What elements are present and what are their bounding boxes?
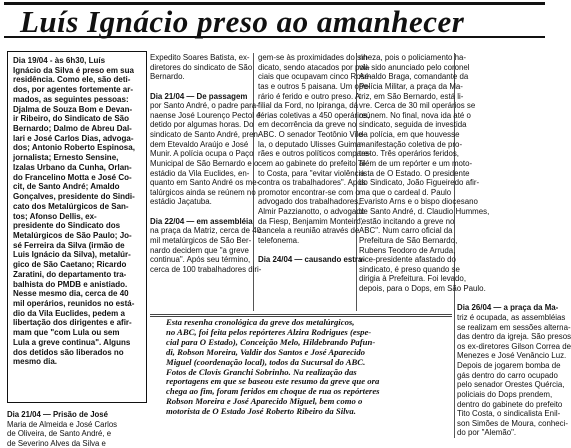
text-line: os ex-diretores Gilson Correa de <box>457 341 571 351</box>
text-line <box>457 188 548 198</box>
text-line <box>457 72 548 82</box>
text-line <box>457 217 548 227</box>
text-line <box>457 207 548 217</box>
text-line <box>457 82 548 92</box>
text-line <box>457 120 548 130</box>
text-line: Prefeitura de São Bernardo, <box>359 235 458 245</box>
text-line: detido por algumas horas. Do <box>150 120 254 130</box>
text-line <box>258 246 357 256</box>
text-line: dos detidos são liberados no <box>13 347 124 357</box>
text-line: libertação dos dirigentes e afir- <box>13 318 132 328</box>
text-line <box>457 178 548 188</box>
text-line: ir Ribeiro, do Sindicato de São <box>13 114 130 124</box>
text-line: das dentro da igreja. São presos <box>457 332 571 342</box>
text-line: Maria de Almeida e José Carlos <box>7 419 118 429</box>
text-line: Almir Pazzianotto, o advogado <box>258 207 366 216</box>
text-line <box>457 140 548 150</box>
text-line: Miguel (coordenação local), todos da Sucursal do ABC. <box>166 356 366 367</box>
text-line: filial da Ford, no Ipiranga, dá <box>258 101 359 111</box>
text-line: rário é ferido e outro preso. A <box>258 91 361 101</box>
text-line: Dia 19/04 - às 6h30, Luís <box>13 56 106 65</box>
text-line <box>457 63 548 73</box>
text-line <box>150 207 250 217</box>
text-line <box>457 284 548 294</box>
text-line <box>457 169 548 179</box>
text-line: Bernardo. <box>150 72 185 82</box>
text-line: Fotos de Clovis Granchi Sobrinho. Na realização das <box>166 366 357 377</box>
text-line <box>457 159 548 169</box>
text-line: Ignácio da Silva é preso em sua <box>13 65 134 75</box>
text-line: cato dos Metalúrgicos de San- <box>13 201 129 211</box>
text-line: continua". Após seu término, <box>150 255 251 265</box>
text-line: nardo decidem que "a greve <box>150 245 249 255</box>
text-line: Zaratini, do departamento tra- <box>13 269 127 279</box>
text-line: cerca de 100 trabalhadores diri- <box>150 264 262 274</box>
text-line <box>457 149 548 159</box>
text-line: triz, em São Bernardo, está li- <box>359 91 464 101</box>
text-line: via sido anunciado pelo coronel <box>359 62 470 72</box>
column-2 <box>150 53 262 313</box>
text-line: quanto em Santo André os me- <box>150 178 260 188</box>
text-line: Expedito Soares Batista, ex- <box>150 53 250 62</box>
text-line: to Costa, para "evitar violência <box>258 168 365 178</box>
text-line: dicato, sendo atacados por poli- <box>258 62 370 72</box>
text-line: de Oliveira, de Santo André, e <box>7 429 112 439</box>
headline: Luís Ignácio preso ao amanhecer <box>20 4 465 39</box>
text-line: Metalúrgicos de São Paulo; Jo- <box>13 230 132 240</box>
text-line: nheza, pois o policiamento ha- <box>359 53 467 62</box>
text-line: Tito Costa, o sindicalista Enil- <box>457 409 561 419</box>
text-line: tas e outros 5 paisana. Um ope- <box>258 81 371 91</box>
text-line <box>457 92 548 102</box>
text-line: dos, por agentes fortemente ar- <box>13 85 134 95</box>
column-4 <box>359 53 490 315</box>
text-line: mam que "com Lula ou sem <box>13 328 120 338</box>
text-line: Lula a greve continua". Alguns <box>13 337 131 347</box>
text-line: na praça da Matriz, cerca de 40 <box>150 226 261 236</box>
text-line <box>457 274 548 284</box>
text-line: gico de São Caetano; Ricardo <box>13 260 127 270</box>
text-line: em decorrência da greve no <box>258 120 357 130</box>
text-line: férias coletivas a 450 operários, <box>258 110 370 120</box>
text-line: Djalma de Souza Bom e Devan- <box>13 104 133 114</box>
text-line: Arnaldo Braga, comandante da <box>359 72 469 82</box>
text-line: testo. Três operários feridos, <box>359 149 459 159</box>
headline-banner <box>4 2 545 38</box>
text-line: jornalista; Ernesto Sensine, <box>13 153 119 163</box>
text-line: telefonema. <box>258 235 300 245</box>
text-line: dirigia à Prefeitura. Foi levado, <box>359 274 467 284</box>
text-line: triz é ocupada, as assembléias <box>457 312 566 322</box>
text-line: ABC". Num carro oficial da <box>359 226 453 236</box>
text-line <box>457 130 548 140</box>
text-line: se realizam em sessões alterna- <box>457 322 571 332</box>
text-line: Robson Moreira e José Aparecido Miguel, bem como o <box>166 396 363 407</box>
text-line: no ABC, foi feita pelos repórteres Alzira Rodrigues (espe- <box>166 326 372 337</box>
text-line: estádio Jaçatuba. <box>150 197 212 207</box>
text-line: motorista de O Estado José Roberto Ribeiro da Silva. <box>166 406 356 417</box>
text-line <box>457 246 548 256</box>
text-line: reúnem. No final, nova ida até o <box>359 110 471 120</box>
text-line: Menezes e José Venâncio Luz. <box>457 351 567 361</box>
text-line: Municipal de São Bernardo e o <box>150 158 259 168</box>
text-line: cem ao gabinete do prefeito Ti- <box>258 158 367 168</box>
text-line <box>457 265 548 275</box>
text-line: gem-se às proximidades do sin- <box>258 53 370 62</box>
text-line <box>457 101 548 111</box>
text-line: cit, de Santo André; Amaldo <box>13 182 120 192</box>
text-line: rães e outros políticos compare- <box>258 149 371 159</box>
text-line: chega ao fim, foram feridos em choque de rua os repórteres <box>166 386 380 397</box>
text-line: do por "Alemão". <box>457 428 517 438</box>
text-line: diretores do sindicato de São <box>150 62 253 72</box>
text-line: promotor encontrar-se com o <box>258 187 360 197</box>
text-line: lari e José Carlos Dias, advoga- <box>13 133 134 143</box>
text-line: talúrgicos ainda se reúnem no <box>150 187 256 197</box>
text-line: gás dentro do carro ocupado <box>457 370 558 380</box>
text-line: por Santo André, o padre para- <box>150 101 259 111</box>
text-line: sindicato, é preso quando se <box>359 264 460 274</box>
text-line: la, o deputado Ulisses Guima- <box>258 139 364 149</box>
text-line: Gonçalves, presidente do Sindi- <box>13 192 135 202</box>
text-line: estádio da Vila Euclides, en- <box>150 168 250 178</box>
text-line: ABC. O senador Teotônio Vile- <box>258 130 366 139</box>
text-line: dos; Antonio Roberto Espinosa, <box>13 143 135 153</box>
text-line: da Fiesp, Benjamim Monteiro, <box>258 216 363 226</box>
boxed-story <box>7 51 147 403</box>
section-rule <box>150 314 452 315</box>
text-line: ciais que ocupavam cinco Rosé- <box>258 72 372 82</box>
text-line <box>457 294 548 304</box>
text-line: cancela a reunião através de <box>258 226 360 236</box>
text-line: depois, para o Dops, em São Paulo. <box>359 284 486 293</box>
text-line: dem Etevaldo Araújo e José <box>150 139 249 149</box>
text-line: de Santo André, d. Claudio Hummes, <box>359 207 490 216</box>
text-line: di, Robson Moreira, Valdir dos Santos e José Aparecido <box>166 346 366 357</box>
text-line <box>457 236 548 246</box>
text-line: ma que o cardeal d. Paulo <box>359 187 452 197</box>
text-line: Dia 26/04 — a praça da Ma- <box>457 303 559 313</box>
text-line: Polícia Militar, a praça da Ma- <box>359 81 463 91</box>
text-line: Nesse mesmo dia, cerca de 40 <box>13 289 129 299</box>
text-line: rista de O Estado. O presidente <box>359 168 470 178</box>
text-line: residência. Como ele, são deti- <box>13 75 131 85</box>
text-line: Esta resenha cronológica da greve dos metalúrgicos, <box>166 317 355 327</box>
text-line: Rubens Teodoro de Arruda, <box>359 245 456 255</box>
text-line: de Severino Alves da Silva e <box>7 438 106 448</box>
text-line: do Sindicato, João Figueiredo afir- <box>359 178 480 188</box>
text-line: Depois de jogarem bomba de <box>457 361 561 370</box>
text-line <box>457 197 548 207</box>
column-1-bottom <box>7 410 149 448</box>
text-line <box>457 226 548 236</box>
text-line: do Francelino Motta e José Co- <box>13 172 132 182</box>
text-line: dio da Vila Euclides, pedem a <box>13 308 125 318</box>
text-line: balhista do PMDB e anistiado. <box>13 279 128 289</box>
text-line <box>457 255 548 265</box>
column-3 <box>258 53 372 313</box>
text-line: "estão incitando a greve no <box>359 216 455 226</box>
text-line: presidente do Sindicato dos <box>13 221 121 231</box>
text-line: reportagens em que se baseou este resumo da greve que ora <box>166 376 380 387</box>
text-line: Dia 22/04 — em assembléia <box>150 216 253 226</box>
text-line <box>457 53 548 63</box>
text-line: mados, as seguintes pessoas: <box>13 94 129 104</box>
text-line: vice-presidente afastado do <box>359 255 456 265</box>
text-line <box>457 111 548 121</box>
text-line: Evaristo Arns e o bispo diocesano <box>359 197 478 207</box>
text-line: son Simões de Moura, conheci- <box>457 418 568 428</box>
text-line: contra os trabalhadores". Após <box>258 178 366 188</box>
text-line: Dia 24/04 — causando estra- <box>258 255 366 265</box>
text-line: pelo senador Orestes Quércia, <box>457 380 565 390</box>
text-line: naense José Lourenço Pectol é <box>150 110 261 120</box>
text-line: Dia 21/04 — Prisão de José <box>7 410 108 419</box>
text-line: sindicato de Santo André, pren- <box>150 130 261 139</box>
text-line: tos; Afonso Dellis, ex- <box>13 211 97 221</box>
text-line: vre. Cerca de 30 mil operários se <box>359 101 476 111</box>
text-line: mil metalúrgicos de São Ber- <box>150 235 252 245</box>
text-line: Izalas Urbano da Cunha, Orlan- <box>13 162 132 172</box>
text-line: advogado dos trabalhadores, <box>258 197 361 207</box>
text-line: manifestação coletiva de pro- <box>359 139 463 149</box>
text-line <box>150 82 250 92</box>
text-line: mil operários, reunidos no está- <box>13 298 135 308</box>
column-5 <box>457 53 571 439</box>
text-line: Bernardo; Dalmo de Abreu Dal- <box>13 124 132 134</box>
text-line: dentro do gabinete do prefeito <box>457 399 563 409</box>
text-line: Munir. A polícia ocupa o Paço <box>150 149 254 159</box>
text-line: policiais do Dops prendem, <box>457 389 553 399</box>
text-line: mesmo dia. <box>13 357 58 367</box>
text-line: cial para O Estado), Conceição Melo, Hildebrando Pafun- <box>166 336 376 347</box>
text-line: além de um repórter e um moto- <box>359 158 473 168</box>
text-line: Dia 21/04 — De passagem <box>150 91 248 101</box>
text-line: da polícia, em que houvesse <box>359 130 460 139</box>
text-line: Luis Ignácio da Silva), metalúr- <box>13 250 131 260</box>
text-line: sindicato, seguida de investida <box>359 120 467 130</box>
credits-note <box>166 317 442 417</box>
text-line: sé Ferreira da Silva (irmão de <box>13 240 125 250</box>
